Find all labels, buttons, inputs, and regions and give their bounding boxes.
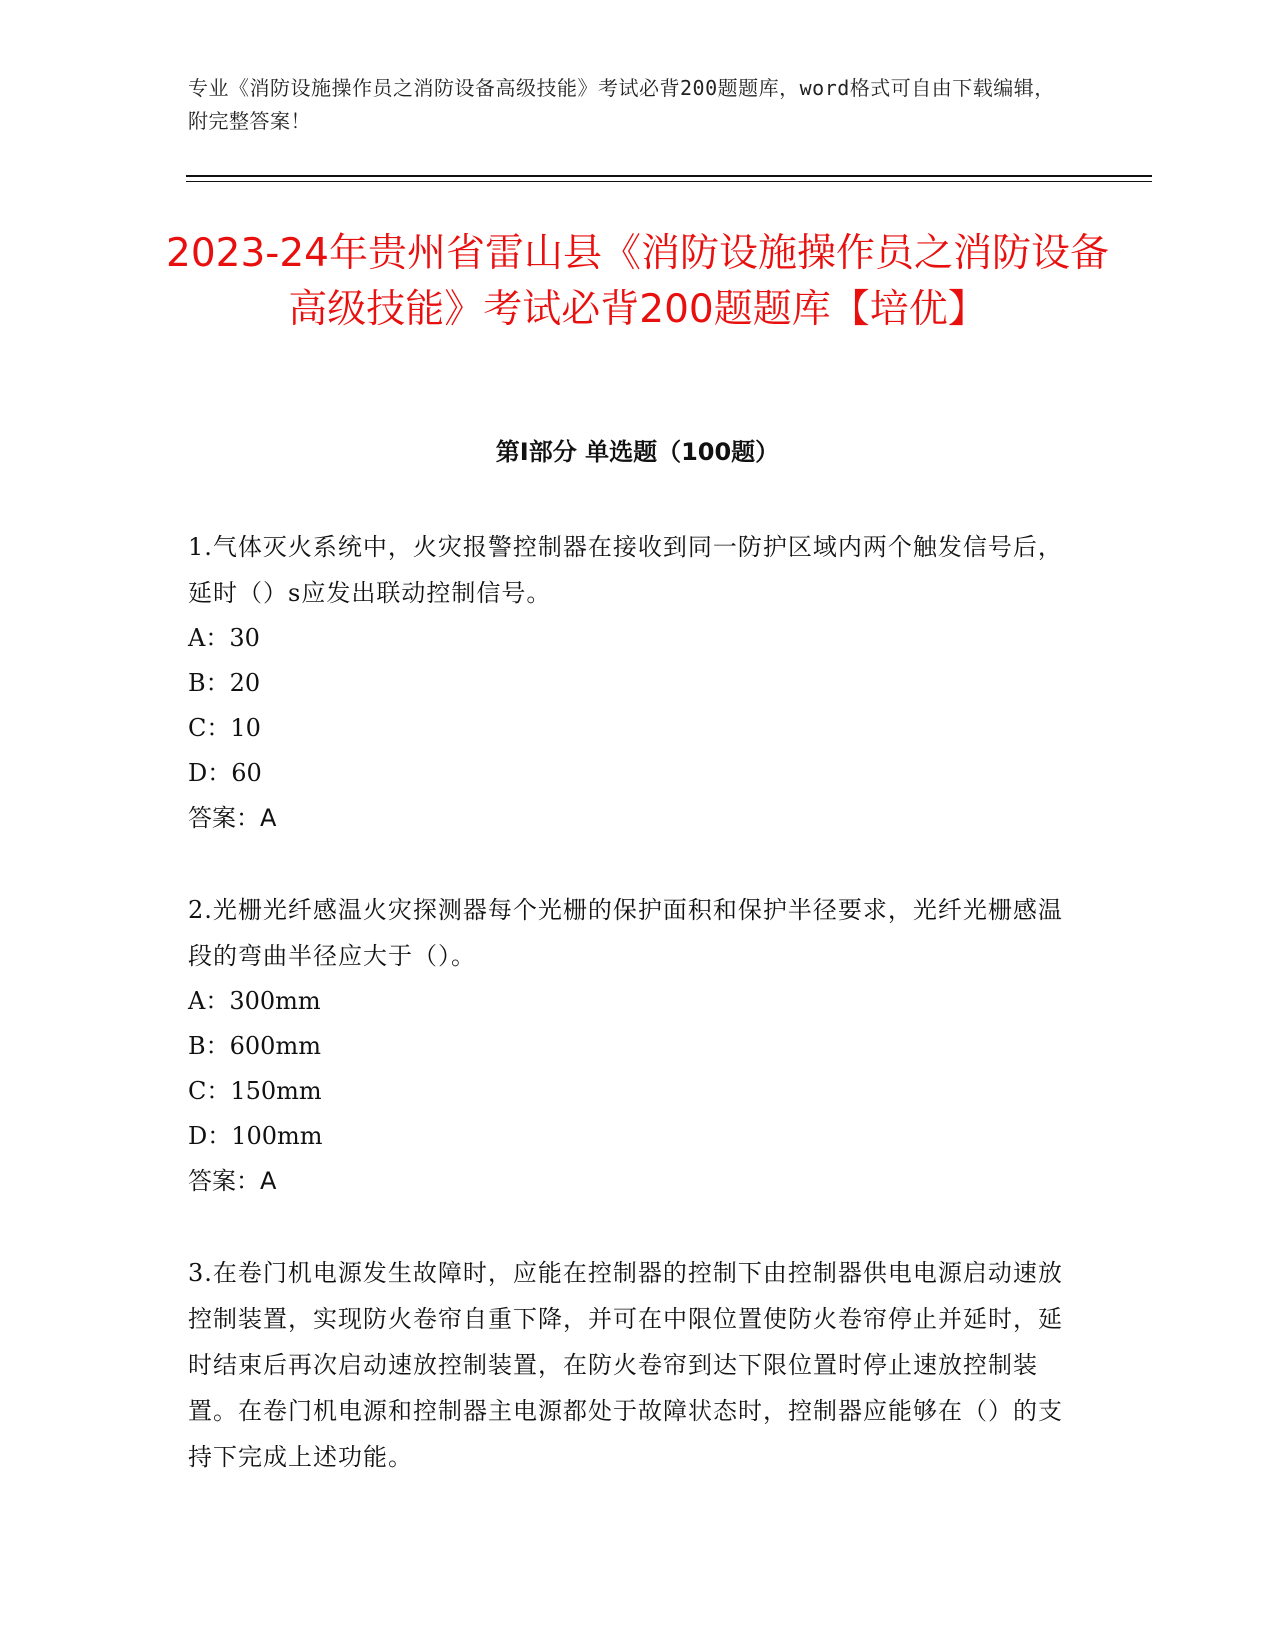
- answer: 答案：A: [188, 1167, 277, 1195]
- section-title: 第Ⅰ部分 单选题（100题）: [495, 438, 780, 466]
- question-stem: 2.光栅光纤感温火灾探测器每个光栅的保护面积和保护半径要求，光纤光栅感温段的弯曲半径应大于（）。: [188, 896, 1063, 970]
- header-rule-thin: [186, 181, 1152, 182]
- question-3: [188, 1250, 1068, 1480]
- question-2: [188, 887, 1068, 1204]
- answer: 答案：A: [188, 804, 277, 832]
- document-title: 2023-24年贵州省雷山县《消防设施操作员之消防设备高级技能》考试必背200题题库【培优】: [166, 231, 1109, 332]
- option-c: C：150mm: [188, 1077, 322, 1105]
- option-d: D：100mm: [188, 1122, 323, 1150]
- option-a: A：30: [188, 624, 260, 652]
- header-note: 专业《消防设施操作员之消防设备高级技能》考试必背200题题库，word格式可自由下载编辑，附完整答案！: [188, 76, 1055, 133]
- option-c: C：10: [188, 714, 261, 742]
- question-stem: 1.气体灭火系统中，火灾报警控制器在接收到同一防护区域内两个触发信号后，延时（）s应发出联动控制信号。: [188, 533, 1063, 607]
- question-1: [188, 524, 1068, 841]
- option-a: A：300mm: [188, 987, 321, 1015]
- option-b: B：20: [188, 669, 261, 697]
- header-rule-thick: [186, 175, 1152, 177]
- option-b: B：600mm: [188, 1032, 321, 1060]
- question-stem: 3.在卷门机电源发生故障时，应能在控制器的控制下由控制器供电电源启动速放控制装置，实现防火卷帘自重下降，并可在中限位置使防火卷帘停止并延时，延时结束后再次启动速放控制装置，在防火卷帘到达下限位置时停止速放控制装置。在卷门机电源和控制器主电源都处于故障状态时，控制器应能够在（）的支持下完成上述功能。: [188, 1259, 1063, 1471]
- question-list: [188, 524, 1068, 1526]
- option-d: D：60: [188, 759, 262, 787]
